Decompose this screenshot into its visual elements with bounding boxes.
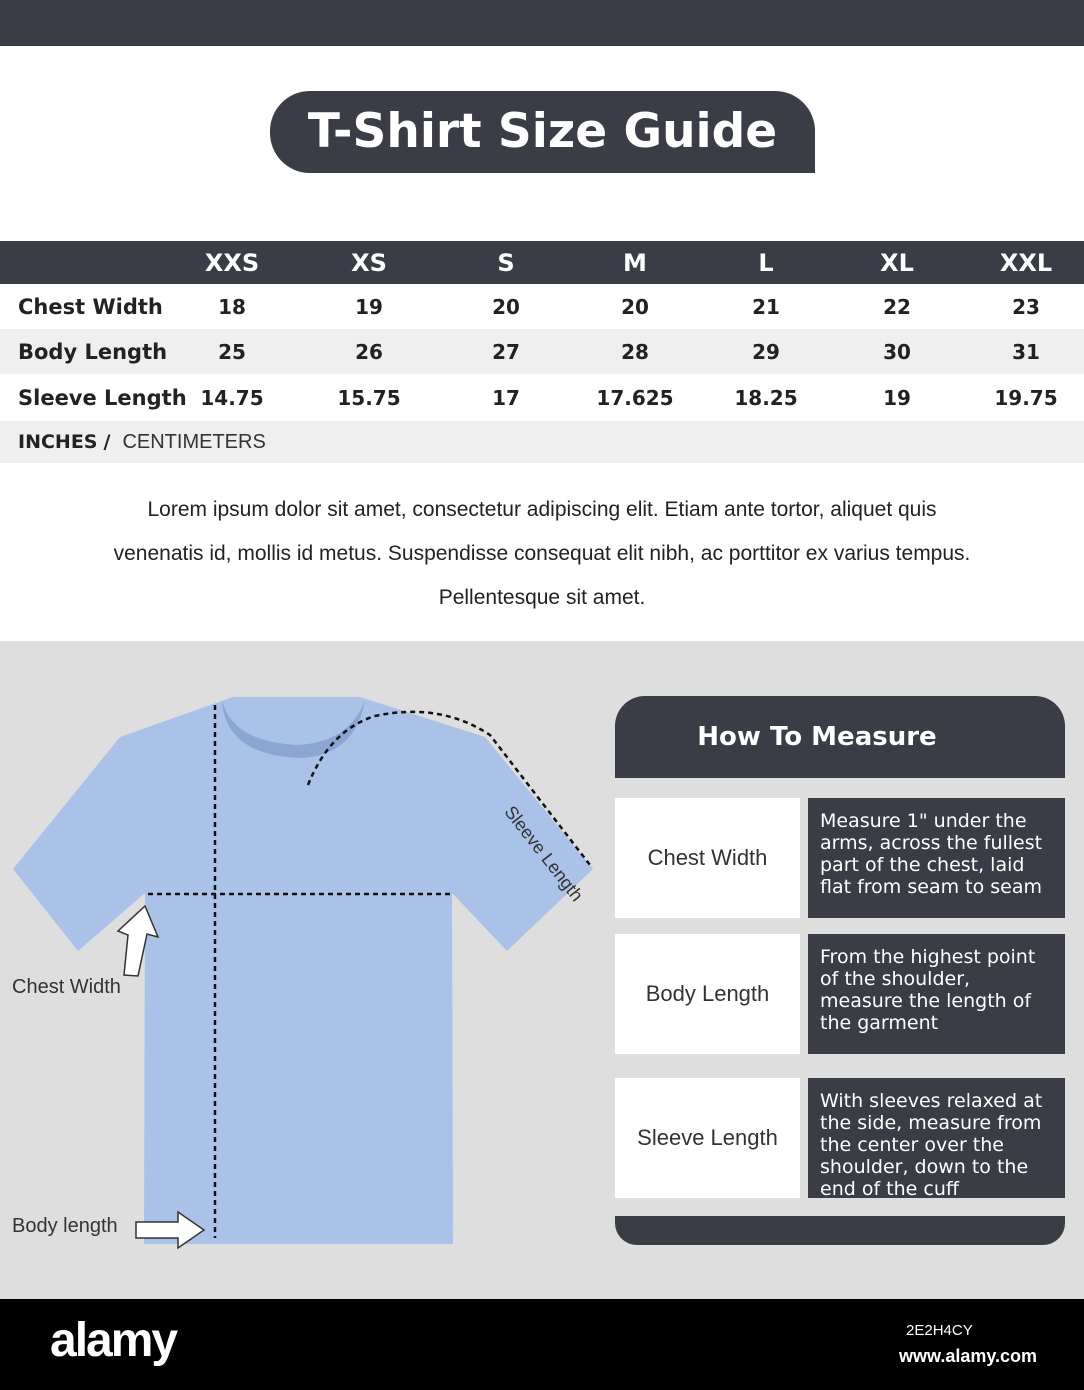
how-to-measure-title: How To Measure [615,696,1065,778]
size-header-xxs: XXS [204,248,260,277]
measure-text-chest: Measure 1" under the arms, across the fullest part of the chest, laid flat from seam to seam [808,798,1065,918]
size-header-xl: XL [880,248,914,277]
how-to-measure-footer [615,1216,1065,1245]
size-table-header [0,241,1084,284]
units-row [0,421,1084,463]
size-header-m: M [623,248,647,277]
table-cell: 18.25 [734,385,798,410]
size-header-l: L [758,248,774,277]
table-row-chest-width [0,284,1084,329]
table-cell: 15.75 [337,385,401,410]
sleeve-length-label: Sleeve Length [500,802,588,906]
table-cell: 28 [621,339,649,364]
table-cell: 19 [355,294,383,319]
table-cell: 20 [492,294,520,319]
chest-width-label: Chest Width [12,976,121,998]
table-cell: 30 [883,339,911,364]
row-label: Chest Width [18,294,163,319]
body-length-label: Body length [12,1215,118,1237]
size-header-xxl: XXL [999,248,1053,277]
table-cell: 25 [218,339,246,364]
row-label: Sleeve Length [18,385,187,410]
tshirt-diagram [0,641,610,1299]
table-cell: 17.625 [596,385,674,410]
size-header-s: S [497,248,515,277]
table-cell: 27 [492,339,520,364]
table-cell: 14.75 [200,385,264,410]
unit-switch [18,421,266,463]
measure-text-body: From the highest point of the shoulder, measure the length of the garment [808,934,1065,1054]
description-text: Lorem ipsum dolor sit amet, consectetur adipiscing elit. Etiam ante tortor, aliquet quis venenatis id, mollis id metus. Suspendisse consequat elit nibh, ac porttitor ex varius tempus. Pellentesque sit amet. [113,498,971,609]
site-url[interactable]: www.alamy.com [899,1346,1038,1366]
top-banner [0,0,1084,46]
measure-label-body: Body Length [615,934,800,1054]
unit-separator: / [103,431,111,453]
table-cell: 19.75 [994,385,1058,410]
size-header-xs: XS [351,248,387,277]
row-label: Body Length [18,339,168,364]
table-cell: 17 [492,385,520,410]
table-cell: 26 [355,339,383,364]
measure-label-chest: Chest Width [615,798,800,918]
page-title: T-Shirt Size Guide [270,91,815,173]
unit-inches[interactable]: INCHES [18,431,98,453]
measure-text-sleeve: With sleeves relaxed at the side, measure from the center over the shoulder, down to the end of the cuff [808,1078,1065,1198]
brand-logo: alamy [50,1314,177,1367]
table-cell: 20 [621,294,649,319]
table-cell: 23 [1012,294,1040,319]
tshirt-shape [13,697,593,1244]
table-row-body-length [0,329,1084,374]
table-cell: 18 [218,294,246,319]
measure-label-sleeve: Sleeve Length [615,1078,800,1198]
image-id: 2E2H4CY [906,1322,973,1339]
unit-centimeters[interactable]: CENTIMETERS [122,430,266,453]
table-cell: 21 [752,294,780,319]
table-row-sleeve-length [0,374,1084,421]
table-cell: 31 [1012,339,1040,364]
table-cell: 29 [752,339,780,364]
table-cell: 22 [883,294,911,319]
table-cell: 19 [883,385,911,410]
